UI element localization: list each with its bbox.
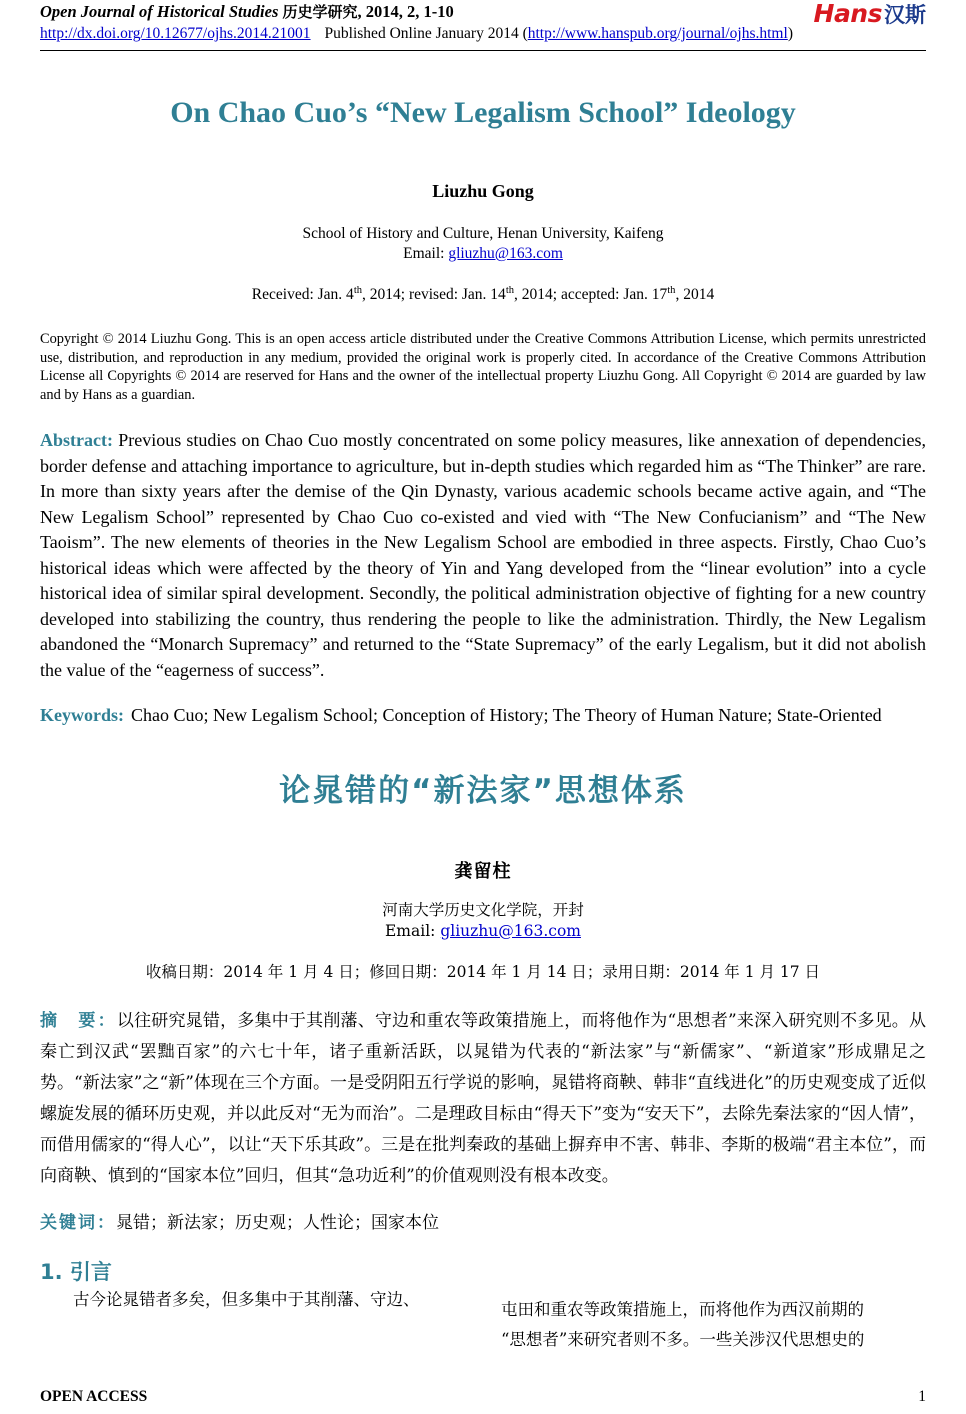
abstract-label-en: Abstract: [40,430,113,450]
keywords-label-en: Keywords: [40,705,124,725]
email-label-cn: Email: [384,921,441,940]
open-access-label: OPEN ACCESS [40,1388,148,1405]
keywords-label-cn: 关键词： [40,1212,116,1233]
body-paragraph-left: 古今论晁错者多矣，但多集中于其削藩、守边、 [73,1289,420,1309]
revised-ordinal: th [505,284,515,296]
page-number: 1 [918,1388,926,1405]
email-label-en: Email: [403,245,449,262]
journal-title-en: Open Journal of Historical Studies [40,2,279,21]
page-title-cn: 论晁错的“新法家”思想体系 [279,772,687,809]
journal-title-cn: 历史学研究 [282,3,358,21]
copyright-notice: Copyright © 2014 Liuzhu Gong. This is an open access article distributed under the Creative Commons Attribution License, which permits unrestricted use, distribution, and reproduction in any medium, provided the original work is properly cited. In accordance of the Creative Commons Attribution License all Copyrights © 2014 are reserved for Hans and the owner of the intellectual property Liuzhu Gong. All Copyright © 2014 are guarded by law and by Hans as a guardian. [40,331,926,403]
dates-suffix: , 2014 [675,286,715,303]
header-divider [40,50,926,51]
keywords-cn [40,1208,926,1239]
abstract-label-cn: 摘 要： [40,1010,117,1031]
email-line-en [40,244,926,264]
author-name-cn: 龚留柱 [454,860,512,882]
section-heading-introduction: 1. 引言 [40,1259,112,1284]
doi-link[interactable]: http://dx.doi.org/10.12677/ojhs.2014.21001 [40,25,311,42]
abstract-en [40,428,926,683]
publication-dates-cn: 收稿日期：2014 年 1 月 4 日；修回日期：2014 年 1 月 14 日；录用日期：2014 年 1 月 17 日 [145,962,821,981]
body-paragraph-right-line-2: “思想者”来研究者则不多。一些关涉汉代思想史的 [501,1329,865,1349]
received-date-prefix: Received: Jan. 4 [251,286,354,303]
journal-site-link[interactable]: http://www.hanspub.org/journal/ojhs.html [527,25,788,42]
affiliation-cn: 河南大学历史文化学院，开封 [382,900,584,919]
hans-wordmark-cn-icon: 汉斯 [884,3,926,27]
revised-date-prefix: , 2014; revised: Jan. 14 [362,286,506,303]
running-head-line-2 [40,23,926,44]
page-footer [40,1388,926,1406]
hans-wordmark-icon: Hans [813,0,882,28]
body-column-right [501,1259,926,1355]
keywords-body-cn: 晁错；新法家；历史观；人性论；国家本位 [116,1212,439,1233]
author-name-en: Liuzhu Gong [432,181,534,201]
publication-dates-en [40,286,926,304]
page-title-en: On Chao Cuo’s “New Legalism School” Ideology [170,96,796,129]
accepted-date-prefix: , 2014; accepted: Jan. 17 [514,286,668,303]
received-ordinal: th [353,284,363,296]
keywords-body-en: Chao Cuo; New Legalism School; Conception of History; The Theory of Human Nature; State-Oriented [131,705,882,725]
accepted-ordinal: th [667,284,676,296]
email-link-en[interactable]: gliuzhu@163.com [448,245,563,262]
email-line-cn [40,921,926,942]
keywords-en [40,703,926,729]
abstract-body-en: Previous studies on Chao Cuo mostly concentrated on some policy measures, like annexation of dependencies, border defense and attaching importance to agriculture, but in-depth studies which regarded him as “The Thinker” are rare. In more than sixty years after the demise of the Qin Dynasty, various academic schools became active again, and “The New Legalism School” represented by Chao Cuo co-existed and vied with “The New Confucianism” and “The New Taoism”. The new elements of theories in the New Legalism School are embodied in three aspects. Firstly, Chao Cuo’s historical ideas which were affected by the theory of Yin and Yang developed from the “linear evolution” into a cycle historical idea of similar spiral development. Secondly, the political administration objective of fighting for a new country developed into stabilizing the country, thus rendering the people to like the administration. Thirdly, the New Legalism abandoned the “Monarch Supremacy” and returned to the “State Supremacy” of the early Legalism, but it did not abolish the value of the “eagerness of success”. [40,430,926,680]
journal-citation: , 2014, 2, 1-10 [357,2,454,21]
hans-logo [814,0,926,29]
body-paragraph-right-line-1: 屯田和重农等政策措施上，而将他作为西汉前期的 [501,1299,864,1319]
body-column-left [40,1259,465,1355]
email-link-cn[interactable]: gliuzhu@163.com [440,921,581,940]
published-close-paren: ) [787,25,793,42]
abstract-cn [40,1006,926,1192]
affiliation-en: School of History and Culture, Henan University, Kaifeng [302,225,664,242]
running-head [40,0,926,48]
abstract-body-cn: 以往研究晁错，多集中于其削藩、守边和重农等政策措施上，而将他作为“思想者”来深入研究则不多见。从秦亡到汉武“罢黜百家”的六七十年，诸子重新活跃，以晁错为代表的“新法家”与“新儒家”、“新道家”形成鼎足之势。“新法家”之“新”体现在三个方面。一是受阴阳五行学说的影响，晁错将商鞅、韩非“直线进化”的历史观变成了近似螺旋发展的循环历史观，并以此反对“无为而治”。二是理政目标由“得天下”变为“安天下”，去除先秦法家的“因人情”，而借用儒家的“得人心”，以让“天下乐其政”。三是在批判秦政的基础上摒弃申不害、韩非、李斯的极端“君主本位”，而向商鞅、慎到的“国家本位”回归，但其“急功近利”的价值观则没有根本改变。 [40,1010,927,1186]
body-columns [40,1259,926,1355]
running-head-line-1 [40,2,926,22]
published-online-text: Published Online January 2014 ( [324,25,528,42]
